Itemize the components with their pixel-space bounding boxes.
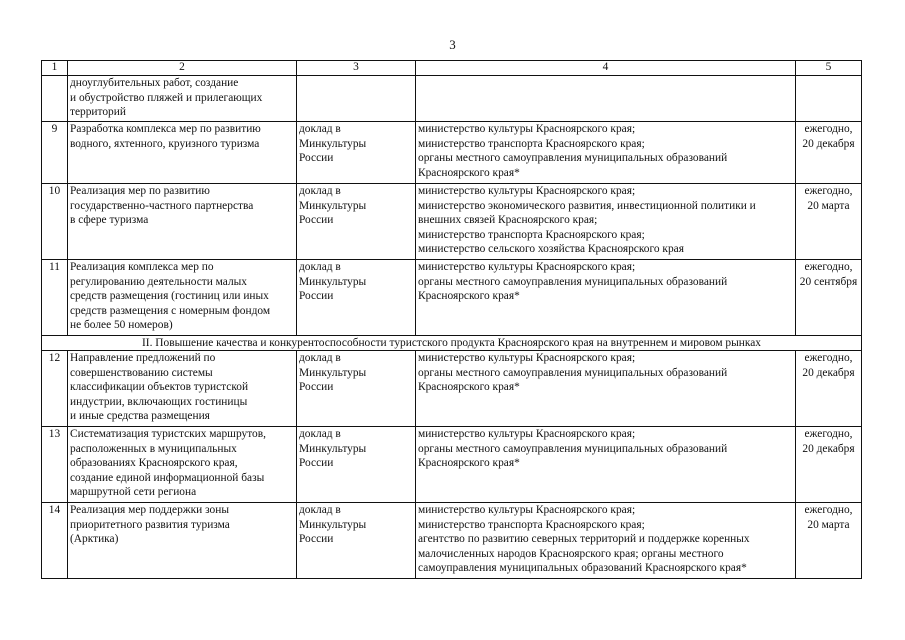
cell-line: России: [299, 533, 334, 545]
measure-cell: [68, 122, 297, 184]
cell-line: Реализация комплекса мер по: [70, 261, 214, 273]
cell-line: Минкультуры: [299, 275, 367, 288]
table-row: [42, 260, 862, 336]
deadline-cell: [796, 184, 862, 260]
deadline-cell: [796, 122, 862, 184]
table-row: [42, 427, 862, 503]
cell-line: классификации объектов туристской: [70, 381, 249, 393]
cell-line: Направление предложений по: [70, 352, 216, 364]
table-header: [42, 61, 862, 76]
cell-line: водного, яхтенного, круизного туризма: [70, 137, 260, 150]
measure-cell: [68, 184, 297, 260]
row-number: 12: [42, 351, 68, 427]
cell-line: министерство сельского хозяйства Красноярского края: [418, 243, 684, 255]
cell-line: министерство транспорта Красноярского края;: [418, 137, 645, 150]
cell-line: доклад в: [299, 261, 341, 273]
report-form-cell: [297, 184, 416, 260]
section-heading-row: [42, 336, 862, 351]
cell-line: органы местного самоуправления муниципальных образований: [418, 152, 728, 164]
cell-line: России: [299, 152, 334, 164]
table-row: [42, 351, 862, 427]
cell-line: в сфере туризма: [70, 214, 149, 226]
cell-line: министерство культуры Красноярского края;: [418, 428, 636, 440]
cell-line: Систематизация туристских маршрутов,: [70, 428, 266, 440]
deadline-cell: [796, 427, 862, 503]
cell-line: ежегодно,: [804, 185, 853, 197]
cell-line: расположенных в муниципальных: [70, 442, 237, 455]
cell-line: не более 50 номеров): [70, 319, 173, 331]
cell-line: 20 декабря: [802, 137, 855, 150]
cell-line: внешних связей Красноярского края;: [418, 214, 598, 226]
report-form-cell: [297, 260, 416, 336]
cell-line: органы местного самоуправления муниципальных образований: [418, 442, 728, 455]
row-number: 13: [42, 427, 68, 503]
cell-line: Разработка комплекса мер по развитию: [70, 123, 261, 135]
measure-cell: [68, 351, 297, 427]
cell-line: Реализация мер поддержки зоны: [70, 504, 229, 516]
measure-cell: [68, 260, 297, 336]
deadline-cell: [796, 260, 862, 336]
cell-line: ежегодно,: [804, 261, 853, 273]
row-number: 11: [42, 260, 68, 336]
cell-line: агентство по развитию северных территорий и поддержке коренных: [418, 533, 750, 545]
cell-line: министерство транспорта Красноярского края;: [418, 518, 645, 531]
cell-line: Красноярского края*: [418, 457, 520, 469]
executors-cell: [416, 427, 796, 503]
cell-line: дноуглубительных работ, создание: [70, 77, 239, 89]
cell-line: ежегодно,: [804, 352, 853, 364]
cell-line: территорий: [70, 106, 126, 118]
cell-line: ежегодно,: [804, 504, 853, 516]
cell-line: доклад в: [299, 352, 341, 364]
cell-line: регулированию деятельности малых: [70, 275, 247, 288]
table-row: [42, 76, 862, 122]
deadline-cell: [796, 351, 862, 427]
cell-line: 20 сентября: [799, 275, 858, 288]
cell-line: 20 марта: [807, 518, 850, 531]
table-row: [42, 122, 862, 184]
deadline-cell: [796, 76, 862, 122]
report-form-cell: [297, 76, 416, 122]
cell-line: министерство культуры Красноярского края;: [418, 123, 636, 135]
cell-line: Реализация мер по развитию: [70, 185, 210, 197]
cell-line: ежегодно,: [804, 428, 853, 440]
cell-line: России: [299, 214, 334, 226]
cell-line: и обустройство пляжей и прилегающих: [70, 91, 263, 104]
section-heading: II. Повышение качества и конкурентоспособности туристского продукта Красноярского края на внутреннем и мировом рынках: [42, 336, 862, 351]
cell-line: образованиях Красноярского края,: [70, 457, 238, 469]
cell-line: Минкультуры: [299, 518, 367, 531]
cell-line: и иные средства размещения: [70, 410, 210, 422]
cell-line: органы местного самоуправления муниципальных образований: [418, 366, 728, 379]
table-body: [42, 76, 862, 579]
cell-line: Красноярского края*: [418, 290, 520, 302]
cell-line: средств размещения (гостиниц или иных: [70, 290, 269, 302]
cell-line: приоритетного развития туризма: [70, 518, 230, 531]
cell-line: органы местного самоуправления муниципальных образований: [418, 275, 728, 288]
measures-table: [41, 60, 862, 579]
cell-line: 20 декабря: [802, 366, 855, 379]
cell-line: России: [299, 457, 334, 469]
cell-line: доклад в: [299, 123, 341, 135]
report-form-cell: [297, 427, 416, 503]
measure-cell: [68, 427, 297, 503]
cell-line: государственно-частного партнерства: [70, 199, 254, 212]
cell-line: министерство культуры Красноярского края;: [418, 185, 636, 197]
cell-line: маршрутной сети региона: [70, 486, 197, 498]
cell-line: министерство культуры Красноярского края;: [418, 504, 636, 516]
cell-line: Минкультуры: [299, 199, 367, 212]
deadline-cell: [796, 503, 862, 579]
cell-line: Минкультуры: [299, 137, 367, 150]
header-col-4: 4: [416, 61, 796, 76]
cell-line: доклад в: [299, 428, 341, 440]
cell-line: Минкультуры: [299, 442, 367, 455]
cell-line: России: [299, 290, 334, 302]
executors-cell: [416, 122, 796, 184]
table-row: [42, 184, 862, 260]
row-number: 14: [42, 503, 68, 579]
cell-line: малочисленных народов Красноярского края; органы местного: [418, 547, 724, 560]
cell-line: 20 декабря: [802, 442, 855, 455]
cell-line: министерство культуры Красноярского края;: [418, 352, 636, 364]
cell-line: доклад в: [299, 504, 341, 516]
row-number: 10: [42, 184, 68, 260]
measure-cell: [68, 76, 297, 122]
executors-cell: [416, 351, 796, 427]
page-number: 3: [449, 37, 456, 52]
header-col-3: 3: [297, 61, 416, 76]
cell-line: индустрии, включающих гостиницы: [70, 395, 248, 408]
header-col-1: 1: [42, 61, 68, 76]
cell-line: ежегодно,: [804, 123, 853, 135]
cell-line: 20 марта: [807, 199, 850, 212]
header-col-5: 5: [796, 61, 862, 76]
cell-line: министерство транспорта Красноярского края;: [418, 228, 645, 241]
measure-cell: [68, 503, 297, 579]
executors-cell: [416, 184, 796, 260]
cell-line: самоуправления муниципальных образований Красноярского края*: [418, 562, 747, 574]
cell-line: России: [299, 381, 334, 393]
cell-line: совершенствованию системы: [70, 366, 213, 379]
cell-line: Красноярского края*: [418, 166, 520, 179]
cell-line: Минкультуры: [299, 366, 367, 379]
table-row: [42, 503, 862, 579]
row-number: 9: [42, 122, 68, 184]
report-form-cell: [297, 351, 416, 427]
cell-line: Красноярского края*: [418, 381, 520, 393]
cell-line: средств размещения с номерным фондом: [70, 304, 271, 317]
cell-line: создание единой информационной базы: [70, 471, 265, 484]
cell-line: министерство культуры Красноярского края;: [418, 261, 636, 273]
executors-cell: [416, 76, 796, 122]
cell-line: доклад в: [299, 185, 341, 197]
report-form-cell: [297, 503, 416, 579]
row-number: [42, 76, 68, 122]
executors-cell: [416, 260, 796, 336]
cell-line: министерство экономического развития, инвестиционной политики и: [418, 199, 756, 212]
report-form-cell: [297, 122, 416, 184]
header-col-2: 2: [68, 61, 297, 76]
cell-line: (Арктика): [70, 533, 119, 545]
executors-cell: [416, 503, 796, 579]
